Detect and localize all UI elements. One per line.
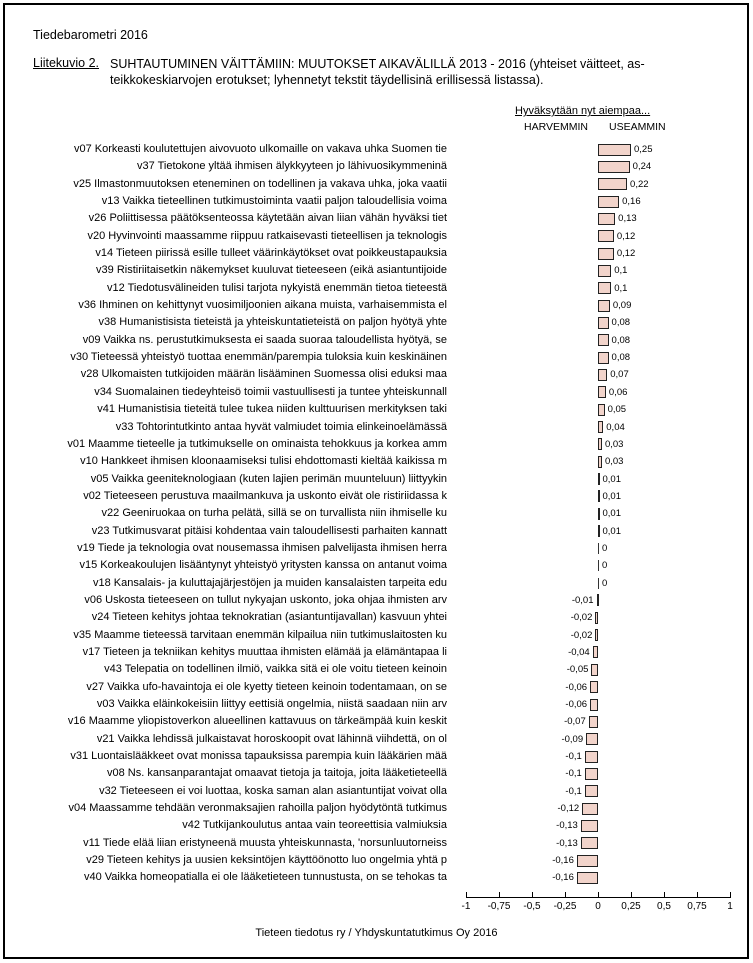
row-label: v18 Kansalais- ja kuluttajajärjestöjen ja muiden kansalaisten tarpeita edu xyxy=(92,576,447,589)
zero-tick xyxy=(598,578,599,589)
figure-title-line2: teikkokeskiarvojen erotukset; lyhennetyt tekstit täydellisinä erillisessä listassa). xyxy=(110,73,544,87)
value-label: 0,03 xyxy=(604,438,624,450)
row-label: v41 Humanistisia tieteitä tulee tukea niiden kulttuurisen merkityksen taki xyxy=(97,403,447,416)
axis-tick-label: 0,75 xyxy=(687,901,707,912)
chart-row xyxy=(0,349,753,366)
chart-row xyxy=(0,783,753,800)
chart-row xyxy=(0,869,753,886)
row-label: v11 Tiede elää liian eristyneenä muusta yhteiskunnasta, 'norsunluutorneiss xyxy=(83,836,447,849)
bar xyxy=(598,265,611,277)
bar xyxy=(598,438,602,450)
value-label: -0,1 xyxy=(565,785,582,797)
row-label: v20 Hyvinvointi maassamme riippuu ratkaisevasti tieteellisen ja teknologis xyxy=(87,229,447,242)
row-label: v17 Tieteen ja tekniikan kehitys muuttaa ihmisten elämää ja elämäntapaa li xyxy=(82,645,447,658)
row-label: v37 Tietokone yltää ihmisen älykkyyteen jo lähivuosikymmeninä xyxy=(137,160,447,173)
row-label: v05 Vaikka geeniteknologiaan (kuten lajien perimän muunteluun) liittyykin xyxy=(90,472,447,485)
chart-row xyxy=(0,523,753,540)
row-label: v25 Ilmastonmuutoksen eteneminen on todellinen ja vakava uhka, joka vaatii xyxy=(73,177,447,190)
value-label: -0,16 xyxy=(552,855,574,867)
axis-tick xyxy=(730,892,731,897)
value-label: 0,22 xyxy=(630,178,649,190)
value-label: 0,08 xyxy=(611,317,631,329)
bar xyxy=(595,629,598,641)
axis-tick xyxy=(664,892,665,897)
chart-row xyxy=(0,627,753,644)
row-label: v32 Tieteeseen ei voi luottaa, koska saman alan asiantuntijat voivat olla xyxy=(99,784,447,797)
bar-chart xyxy=(0,141,753,887)
bar xyxy=(598,317,609,329)
bar xyxy=(598,369,607,381)
chart-row xyxy=(0,696,753,713)
column-label-useammin: USEAMMIN xyxy=(609,121,666,133)
row-label: v09 Vaikka ns. perustutkimuksesta ei saada suoraa taloudellista hyötyä, se xyxy=(82,333,447,346)
chart-row xyxy=(0,540,753,557)
chart-row xyxy=(0,592,753,609)
bar xyxy=(598,248,614,260)
value-label: 0,01 xyxy=(602,525,621,537)
value-label: -0,1 xyxy=(565,751,582,763)
row-label: v29 Tieteen kehitys ja uusien keksintöjen käyttöönotto luo ongelmia yhtä p xyxy=(86,854,447,867)
chart-row xyxy=(0,141,753,158)
bar xyxy=(581,820,598,832)
axis-tick xyxy=(631,892,632,897)
row-label: v21 Vaikka lehdissä julkaistavat horoskoopit ovat lähinnä viihdettä, on ol xyxy=(96,732,447,745)
bar xyxy=(589,716,598,728)
bar xyxy=(598,490,600,502)
value-label: 0,08 xyxy=(611,352,631,364)
chart-row xyxy=(0,245,753,262)
row-label: v14 Tieteen piirissä esille tulleet väärinkäytökset ovat poikkeustapauksia xyxy=(95,247,447,260)
figure-title-line1: SUHTAUTUMINEN VÄITTÄMIIN: MUUTOKSET AIKAVÄLILLÄ 2013 - 2016 (yhteiset väitteet, as- xyxy=(110,57,645,71)
value-label: 0,01 xyxy=(602,508,621,520)
value-label: -0,13 xyxy=(556,820,578,832)
chart-row xyxy=(0,471,753,488)
bar xyxy=(598,300,610,312)
axis-tick xyxy=(598,892,599,897)
bar xyxy=(585,751,598,763)
chart-row xyxy=(0,453,753,470)
bar xyxy=(597,594,599,606)
bar xyxy=(577,872,598,884)
value-label: -0,06 xyxy=(565,681,588,693)
bar xyxy=(598,525,600,537)
value-label: -0,06 xyxy=(565,699,588,710)
value-label: -0,05 xyxy=(566,664,589,676)
value-label: -0,02 xyxy=(570,629,593,641)
bar xyxy=(581,837,598,849)
row-label: v03 Vaikka eläinkokeisiin liittyy eettisiä ongelmia, niistä saadaan niin arv xyxy=(96,698,447,710)
bar xyxy=(598,473,600,485)
row-label: v42 Tutkijankoulutus antaa vain teoreettisia valmiuksia xyxy=(182,819,447,832)
bar xyxy=(593,646,598,658)
value-label: 0,04 xyxy=(606,421,625,433)
value-label: 0 xyxy=(602,542,608,554)
value-label: -0,1 xyxy=(565,768,582,780)
row-label: v07 Korkeasti koulutettujen aivovuoto ulkomaille on vakava uhka Suomen tie xyxy=(73,143,447,155)
row-label: v01 Maamme tieteelle ja tutkimukselle on ominaista tehokkuus ja korkea amm xyxy=(67,437,447,450)
axis-tick xyxy=(466,892,467,897)
bar xyxy=(590,681,598,693)
axis-tick xyxy=(499,892,500,897)
axis-tick xyxy=(697,892,698,897)
chart-row xyxy=(0,661,753,678)
row-label: v24 Tieteen kehitys johtaa teknokratian (asiantuntijavallan) kasvuun yhtei xyxy=(91,611,447,624)
axis-tick-label: 0,25 xyxy=(621,901,641,912)
row-label: v38 Humanistisista tieteistä ja yhteiskuntatieteistä on paljon hyötyä yhte xyxy=(98,316,447,329)
chart-row xyxy=(0,835,753,852)
row-label: v10 Hankkeet ihmisen kloonaamiseksi tulisi ehdottomasti kieltää kaikissa m xyxy=(80,455,447,468)
bar xyxy=(598,386,606,398)
value-label: 0,01 xyxy=(602,490,621,502)
row-label: v40 Vaikka homeopatialla ei ole lääketieteen tunnustusta, on se tehokas ta xyxy=(83,871,447,884)
chart-row xyxy=(0,401,753,418)
chart-row xyxy=(0,228,753,245)
chart-row xyxy=(0,262,753,279)
value-label: 0,13 xyxy=(618,213,637,225)
chart-row xyxy=(0,644,753,661)
bar xyxy=(585,768,598,780)
value-label: 0,07 xyxy=(610,369,629,381)
row-label: v27 Vaikka ufo-havaintoja ei ole kyetty tieteen keinoin todentamaan, on se xyxy=(86,680,447,693)
row-label: v12 Tiedotusvälineiden tulisi tarjota nykyistä enemmän tietoa tieteestä xyxy=(107,281,447,294)
chart-row xyxy=(0,436,753,453)
row-label: v36 Ihminen on kehittynyt vuosimiljoonien aikana muista, varhaisemmista el xyxy=(78,299,447,312)
chart-row xyxy=(0,817,753,834)
row-label: v15 Korkeakoulujen lisääntynyt yhteistyö yritysten kanssa on antanut voima xyxy=(79,559,447,572)
chart-row xyxy=(0,280,753,297)
value-label: 0,09 xyxy=(612,300,632,312)
chart-row xyxy=(0,765,753,782)
axis-tick-label: -1 xyxy=(461,901,471,912)
chart-row xyxy=(0,384,753,401)
value-label: 0,16 xyxy=(622,196,641,208)
value-label: -0,04 xyxy=(568,646,590,658)
chart-row xyxy=(0,419,753,436)
row-label: v19 Tiede ja teknologia ovat nousemassa ihmisen palvelijasta ihmisen herra xyxy=(77,541,447,554)
chart-row xyxy=(0,852,753,869)
bar xyxy=(598,196,619,208)
row-label: v31 Luontaislääkkeet ovat monissa tapauksissa parempia kuin lääkärien mää xyxy=(70,750,447,763)
chart-row xyxy=(0,609,753,626)
x-axis-line xyxy=(466,897,731,898)
row-label: v28 Ulkomaisten tutkijoiden määrän lisääminen Suomessa olisi eduksi maa xyxy=(80,368,447,381)
value-label: -0,01 xyxy=(571,594,594,606)
figure-title xyxy=(110,56,735,88)
chart-row xyxy=(0,332,753,349)
bar xyxy=(598,404,605,416)
row-label: v13 Vaikka tieteellinen tutkimustoiminta vaatii paljon taloudellisia voima xyxy=(101,195,447,208)
row-label: v33 Tohtorintutkinto antaa hyvät valmiudet toimia elinkeinoelämässä xyxy=(115,420,447,433)
document-title: Tiedebarometri 2016 xyxy=(33,28,148,42)
bar xyxy=(598,456,602,468)
chart-row xyxy=(0,488,753,505)
value-label: 0,1 xyxy=(614,282,628,294)
bar xyxy=(577,855,598,867)
bar xyxy=(598,282,611,294)
source-note: Tieteen tiedotus ry / Yhdyskuntatutkimus Oy 2016 xyxy=(255,927,498,939)
bar xyxy=(598,213,615,225)
chart-row xyxy=(0,557,753,574)
chart-row xyxy=(0,575,753,592)
bar xyxy=(598,230,614,242)
row-label: v22 Geeniruokaa on turha pelätä, sillä se on turvallista niin ihmiselle ku xyxy=(101,507,447,520)
column-label-harvemmin: HARVEMMIN xyxy=(524,121,588,133)
bar xyxy=(598,161,630,173)
axis-tick-label: -0,5 xyxy=(523,901,541,912)
value-label: 0 xyxy=(602,560,608,572)
axis-tick xyxy=(532,892,533,897)
chart-row xyxy=(0,679,753,696)
value-label: 0,08 xyxy=(611,334,631,346)
value-label: -0,02 xyxy=(570,612,593,624)
chart-row xyxy=(0,366,753,383)
value-label: 0,06 xyxy=(608,386,628,398)
axis-tick-label: 1 xyxy=(727,901,733,912)
bar xyxy=(598,508,600,520)
chart-row xyxy=(0,800,753,817)
value-label: 0,1 xyxy=(614,265,628,277)
chart-row xyxy=(0,193,753,210)
bar xyxy=(598,352,609,364)
value-label: -0,07 xyxy=(564,716,586,728)
row-label: v39 Ristiriitaisetkin näkemykset kuuluvat tieteeseen (eikä asiantuntijoide xyxy=(96,264,447,277)
chart-row xyxy=(0,176,753,193)
chart-row xyxy=(0,731,753,748)
zero-tick xyxy=(598,560,599,571)
bar xyxy=(585,785,598,797)
chart-row xyxy=(0,748,753,765)
row-label: v04 Maassamme tehdään veronmaksajien rahoilla paljon hyödytöntä tutkimus xyxy=(68,802,447,815)
axis-tick-label: -0,25 xyxy=(553,901,577,912)
value-label: 0,12 xyxy=(616,248,636,260)
row-label: v02 Tieteeseen perustuva maailmankuva ja uskonto eivät ole ristiriidassa k xyxy=(83,489,447,502)
chart-row xyxy=(0,314,753,331)
value-label: 0,12 xyxy=(616,230,636,242)
row-label: v26 Poliittisessa päätöksenteossa käytetään aivan liian vähän hyväksi tiet xyxy=(88,212,447,225)
bar xyxy=(598,334,609,346)
zero-tick xyxy=(598,543,599,554)
value-label: 0 xyxy=(602,577,608,589)
row-label: v30 Tieteessä yhteistyö tuottaa enemmän/parempia tuloksia kuin keskinäinen xyxy=(70,351,447,364)
chart-row xyxy=(0,297,753,314)
bar xyxy=(595,612,598,624)
value-label: -0,12 xyxy=(557,803,580,815)
value-label: 0,03 xyxy=(604,456,624,468)
bar xyxy=(590,699,598,711)
axis-tick-label: 0 xyxy=(595,901,601,912)
chart-row xyxy=(0,713,753,730)
row-label: v16 Maamme yliopistoverkon alueellinen kattavuus on tärkeämpää kuin keskit xyxy=(67,715,447,728)
value-label: 0,01 xyxy=(602,473,621,485)
bar xyxy=(582,803,598,815)
axis-tick-label: -0,75 xyxy=(487,901,511,912)
value-label: 0,25 xyxy=(634,144,653,155)
axis-tick-label: 0,5 xyxy=(657,901,671,912)
value-label: -0,09 xyxy=(561,733,584,745)
bar xyxy=(598,421,603,433)
chart-row xyxy=(0,505,753,522)
figure-label: Liitekuvio 2. xyxy=(33,56,100,70)
value-label: 0,05 xyxy=(607,404,627,416)
legend-heading: Hyväksytään nyt aiempaa... xyxy=(515,105,651,117)
value-label: 0,24 xyxy=(632,161,652,173)
bar xyxy=(586,733,598,745)
value-label: -0,13 xyxy=(556,837,578,849)
axis-tick xyxy=(565,892,566,897)
bar xyxy=(591,664,598,676)
row-label: v06 Uskosta tieteeseen on tullut nykyajan uskonto, joka ohjaa ihmisten arv xyxy=(84,593,447,606)
row-label: v23 Tutkimusvarat pitäisi kohdentaa vain taloudellisesti parhaiten kannatt xyxy=(91,524,447,537)
value-label: -0,16 xyxy=(552,872,574,884)
row-label: v35 Maamme tieteessä tarvitaan enemmän kilpailua niin tutkimuslaitosten ku xyxy=(73,628,447,641)
bar xyxy=(598,144,631,156)
row-label: v43 Telepatia on todellinen ilmiö, vaikka sitä ei ole voitu tieteen keinoin xyxy=(104,663,447,676)
row-label: v08 Ns. kansanparantajat omaavat tietoja ja taitoja, joita lääketieteellä xyxy=(107,767,447,780)
chart-row xyxy=(0,158,753,175)
bar xyxy=(598,178,627,190)
chart-row xyxy=(0,210,753,227)
row-label: v34 Suomalainen tiedeyhteisö toimii vastuullisesti ja tuntee yhteiskunnall xyxy=(94,385,447,398)
